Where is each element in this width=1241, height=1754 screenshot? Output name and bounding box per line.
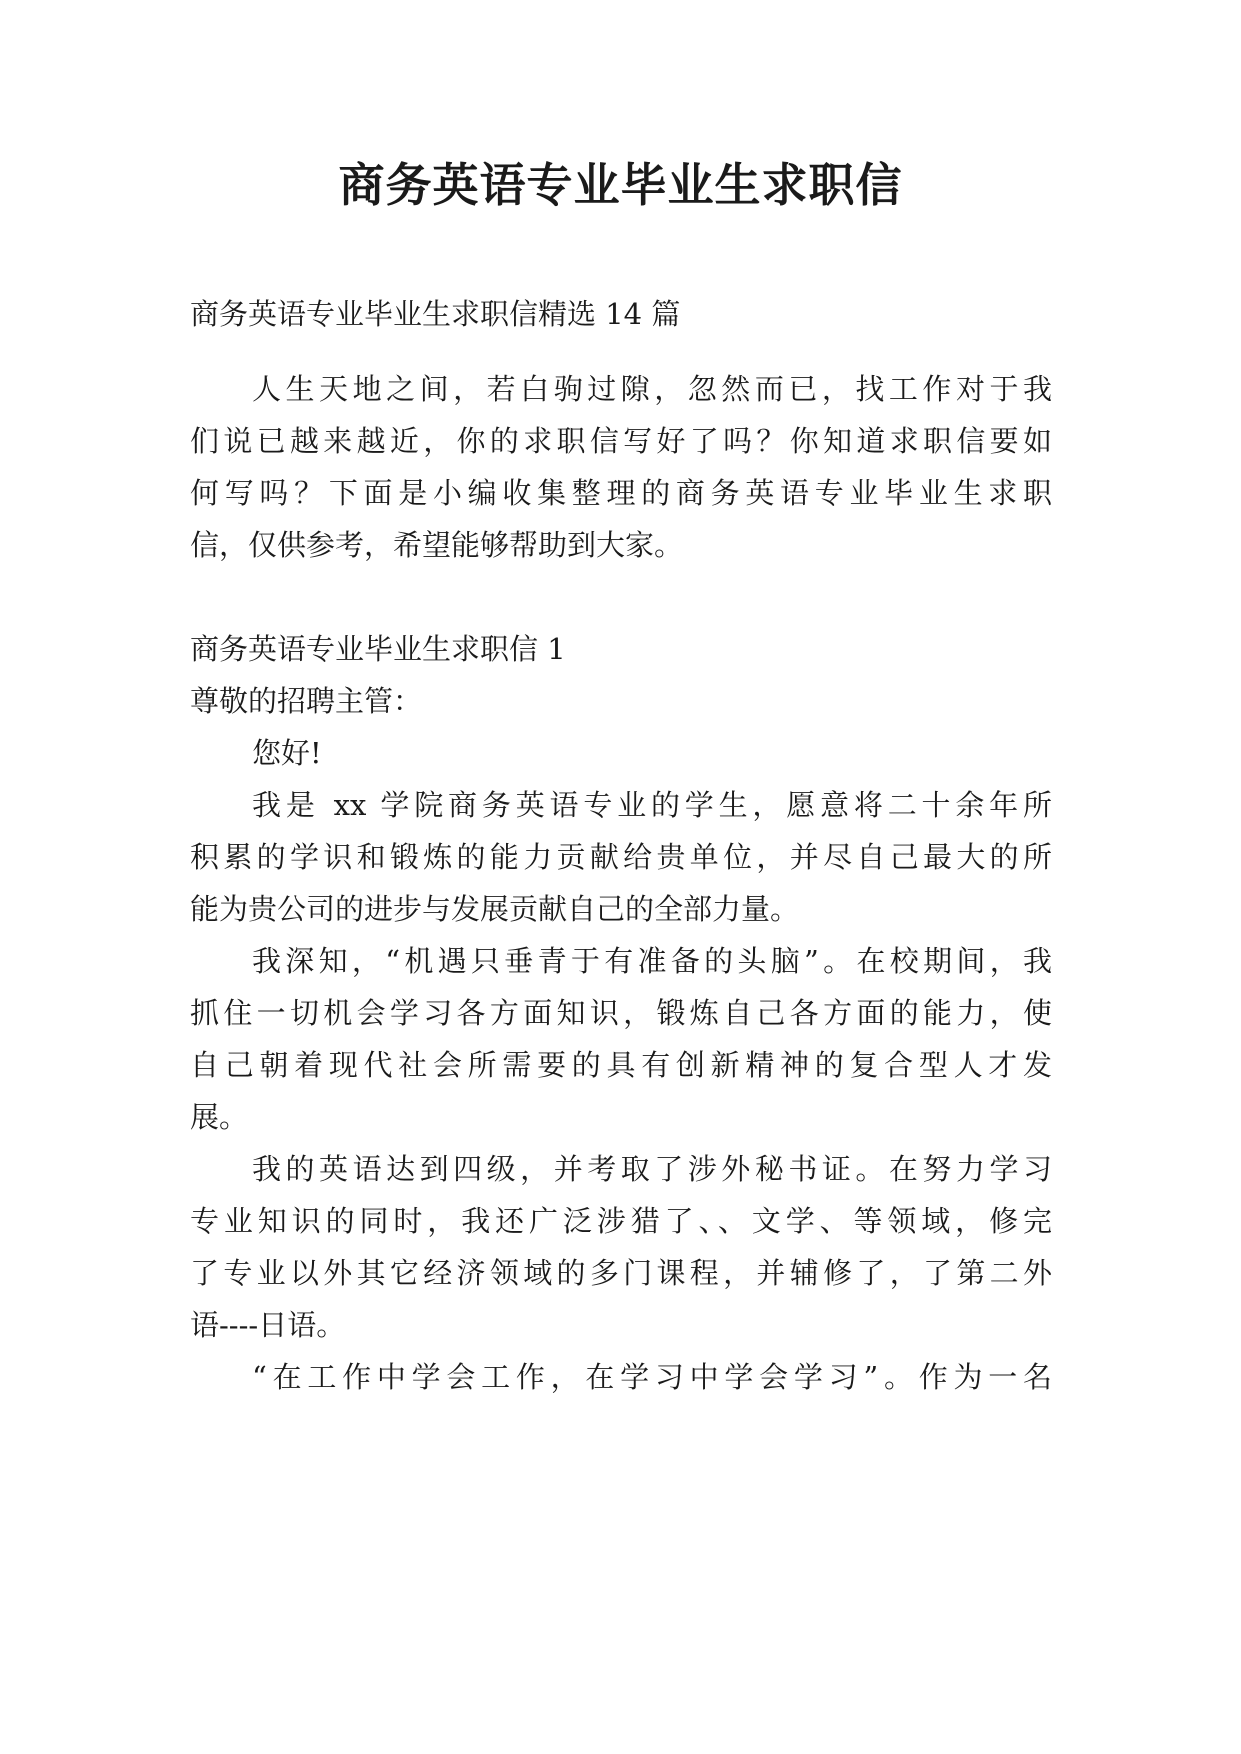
paragraph-line: 积累的学识和锻炼的能力贡献给贵单位，并尽自己最大的所 xyxy=(190,840,1052,874)
intro-line: 人生天地之间，若白驹过隙，忽然而已，找工作对于我 xyxy=(252,372,1052,406)
paragraph-line: 我的英语达到四级，并考取了涉外秘书证。在努力学习 xyxy=(252,1152,1052,1186)
paragraph-line: “在工作中学会工作，在学习中学会学习”。作为一名 xyxy=(252,1360,1052,1394)
intro-line: 何写吗？下面是小编收集整理的商务英语专业毕业生求职 xyxy=(190,476,1052,510)
paragraph-line: 自己朝着现代社会所需要的具有创新精神的复合型人才发 xyxy=(190,1048,1052,1082)
page-title: 商务英语专业毕业生求职信 xyxy=(338,158,903,212)
salutation: 尊敬的招聘主管： xyxy=(190,684,423,718)
greeting: 您好! xyxy=(252,736,322,770)
paragraph-line: 语----日语。 xyxy=(190,1308,346,1342)
intro-line: 信，仅供参考，希望能够帮助到大家。 xyxy=(190,528,684,562)
intro-line: 们说已越来越近，你的求职信写好了吗？你知道求职信要如 xyxy=(190,424,1052,458)
paragraph-line: 了专业以外其它经济领域的多门课程，并辅修了，了第二外 xyxy=(190,1256,1052,1290)
paragraph-line: 展。 xyxy=(190,1100,249,1134)
paragraph-line: 能为贵公司的进步与发展贡献自己的全部力量。 xyxy=(190,892,800,926)
paragraph-line: 抓住一切机会学习各方面知识，锻炼自己各方面的能力，使 xyxy=(190,996,1052,1030)
paragraph-line: 我是 xx 学院商务英语专业的学生，愿意将二十余年所 xyxy=(252,788,1052,822)
document-subtitle: 商务英语专业毕业生求职信精选 14 篇 xyxy=(190,297,681,331)
paragraph-line: 专业知识的同时，我还广泛涉猎了、、文学、等领域，修完 xyxy=(190,1204,1052,1238)
paragraph-line: 我深知，“机遇只垂青于有准备的头脑”。在校期间，我 xyxy=(252,944,1052,978)
letter-heading: 商务英语专业毕业生求职信 1 xyxy=(190,632,566,666)
